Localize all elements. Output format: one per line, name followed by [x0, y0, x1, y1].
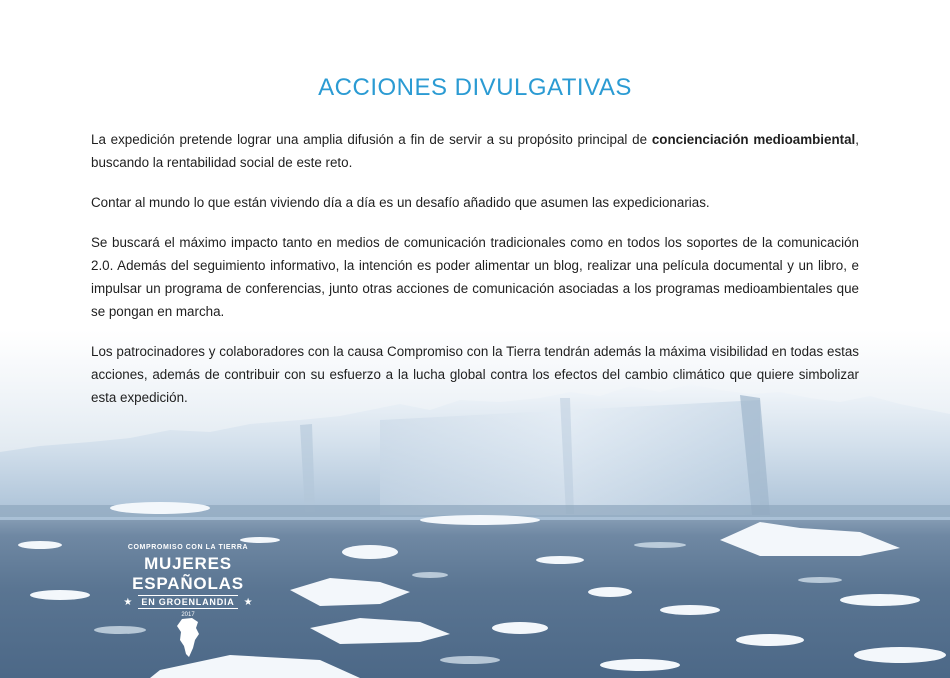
expedition-logo: [88, 540, 288, 650]
paragraph-3: Se buscará el máximo impacto tanto en medios de comunicación tradicionales como en todos los soportes de la comunicación 2.0. Además del seguimiento informativo, la intención es poder alimentar un blog, realizar una película documental y un libro, e impulsar un programa de conferencias, junto otras acciones de comunicación asociadas a los programas medioambientales que se pongan en marcha.: [91, 235, 859, 319]
logo-main-text: MUJERES ESPAÑOLAS: [132, 554, 244, 593]
logo-subtitle-row: [88, 595, 288, 609]
paragraph-2: Contar al mundo lo que están viviendo día a día es un desafío añadido que asumen las expedicionarias.: [91, 195, 710, 210]
paragraph-4: Los patrocinadores y colaboradores con la causa Compromiso con la Tierra tendrán además la máxima visibilidad en todas estas acciones, además de contribuir con su esfuerzo a la lucha global contra los efectos del cambio climático que quiere simbolizar esta expedición.: [91, 344, 859, 405]
star-icon: ★: [243, 596, 253, 608]
paragraph-1-bold: concienciación medioambiental: [651, 132, 856, 147]
text-content: [91, 72, 859, 426]
logo-sub-text: EN GROENLANDIA: [138, 595, 237, 609]
logo-year: 2017: [181, 612, 195, 618]
star-icon: ★: [123, 596, 133, 608]
paragraph-1: [91, 128, 859, 174]
page-title: ACCIONES DIVULGATIVAS: [318, 74, 632, 101]
greenland-map-icon: [176, 618, 200, 658]
paragraph-1-text: La expedición pretende lograr una amplia difusión a fin de servir a su propósito principal de: [91, 132, 652, 147]
logo-top-text: COMPROMISO CON LA TIERRA: [127, 544, 249, 551]
paragraph-1-text-end: , buscando la rentabilidad social de este reto.: [91, 132, 860, 170]
